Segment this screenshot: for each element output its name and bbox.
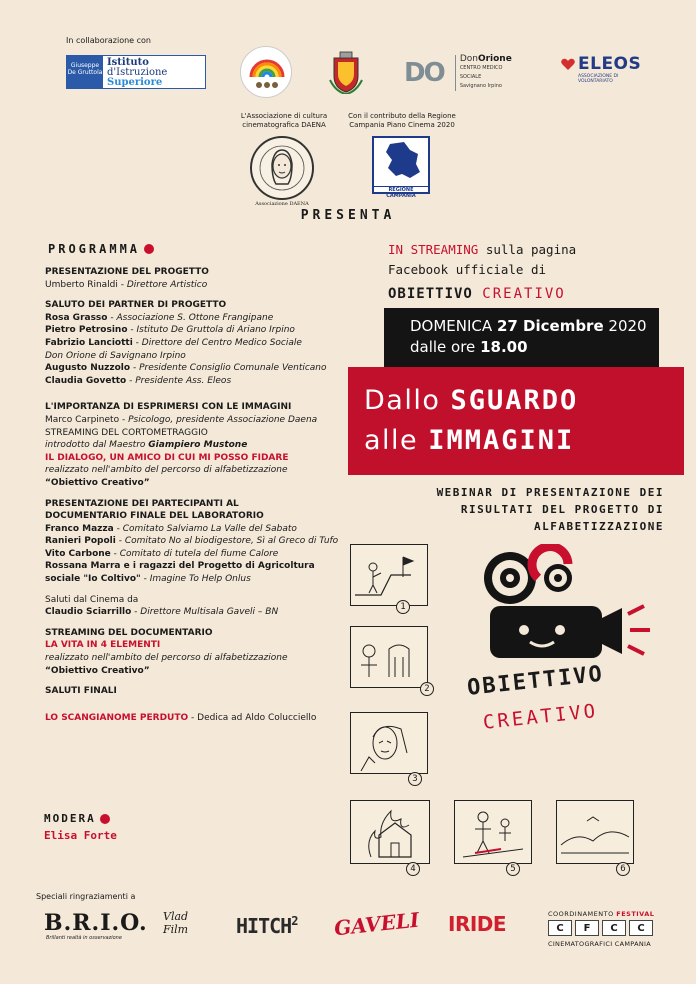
s2-item: [45, 350, 345, 363]
date-box: [384, 308, 659, 368]
heart-icon: [560, 56, 576, 72]
programma-list: [45, 266, 345, 724]
s3-name: Marco Carpineto: [45, 414, 120, 425]
s3-realized: realizzato nell'ambito del percorso di alfabetizzazione: [45, 465, 288, 476]
s8-dedica: Dedica ad Aldo Colucciello: [197, 712, 317, 723]
don-orione-mark: DO: [404, 58, 444, 88]
rainbow-icon: [241, 47, 293, 99]
streaming-info: [388, 240, 668, 304]
frame-number-2: 2: [420, 682, 434, 696]
film-camera-icon: [468, 544, 658, 674]
s2-name: Fabrizio Lanciotti: [45, 337, 133, 348]
s4-rossana-line: sociale "Io Coltivo" - Imagine To Help Onlus: [45, 574, 251, 585]
s6-title: STREAMING DEL DOCUMENTARIO: [45, 627, 213, 638]
cfcc-letter: F: [575, 920, 599, 936]
municipal-crest: [326, 50, 366, 94]
s2-item: Claudia Govetto - Presidente Ass. Eleos: [45, 375, 232, 386]
title-line2: [364, 421, 684, 461]
s4-role: Comitato No al biodigestore, Sì al Greco di Tufo: [124, 536, 339, 547]
s2-title: SALUTO DEI PARTNER DI PROGETTO: [45, 300, 227, 311]
s2-role: Presidente Consiglio Comunale Venticano: [139, 363, 327, 374]
s8-line: LO SCANGIANOME PERDUTO - Dedica ad Aldo Colucciello: [45, 712, 317, 723]
s4-role: Comitato Salviamo La Valle del Sabato: [122, 523, 297, 534]
cfcc-top2: FESTIVAL: [616, 910, 655, 918]
don-orione-name2: Orione: [477, 54, 512, 64]
s1-role: Direttore Artistico: [126, 279, 208, 290]
regione-campania-logo: [372, 136, 430, 199]
people-sketch-icon: [455, 801, 531, 863]
storyboard-frame-4: [350, 800, 430, 864]
title-line1: [364, 381, 684, 421]
s4-item: Franco Mazza - Comitato Salviamo La Valle del Sabato: [45, 523, 297, 534]
s5-name: Claudio Sciarrillo: [45, 607, 132, 618]
s4-name: Franco Mazza: [45, 523, 114, 534]
s7-title: SALUTI FINALI: [45, 686, 117, 697]
cfcc-letters: [548, 920, 653, 936]
moderator-label: MODERA: [44, 812, 96, 825]
presenta-heading: PRESENTA: [300, 208, 396, 223]
s2-name: Rosa Grasso: [45, 312, 108, 323]
frame-number-3: 3: [408, 772, 422, 786]
s6-project: “Obiettivo Creativo”: [45, 665, 150, 676]
hitch-number: 2: [291, 914, 298, 928]
storyboard-frame-1: [350, 544, 428, 606]
date-prefix: DOMENICA: [410, 317, 493, 335]
don-orione-logo: [404, 56, 524, 90]
landscape-sketch-icon: [557, 801, 633, 863]
regione-caption: Con il contributo della Regione Campania Piano Cinema 2020: [348, 112, 456, 129]
school-line2: d'Istruzione: [107, 67, 168, 78]
webinar-text: [388, 484, 664, 535]
title-part1: Dallo: [364, 385, 441, 416]
eleos-name: ELEOS: [578, 54, 642, 74]
time-bold: 18.00: [480, 338, 528, 356]
woman-portrait-icon: [252, 138, 312, 198]
daena-caption: L'Associazione di cultura cinematografica DAENA: [240, 112, 328, 129]
s2-item: Augusto Nuzzolo - Presidente Consiglio Comunale Venticano: [45, 363, 327, 374]
s2-role: Associazione S. Ottone Frangipane: [116, 312, 274, 323]
s3-title: L'IMPORTANZA DI ESPRIMERSI CON LE IMMAGINI: [45, 402, 292, 413]
s2-role: Direttore del Centro Medico Sociale: [141, 337, 302, 348]
don-orione-line3: Savignano Irpino: [459, 83, 502, 89]
storyboard-frame-5: [454, 800, 532, 864]
hitch-text: HITCH: [236, 914, 292, 938]
hitch-logo: [236, 914, 297, 938]
daena-seal-text: Associazione DAENA: [255, 201, 309, 207]
rainbow-logo: [240, 46, 292, 98]
s5-role: Direttore Multisala Gaveli – BN: [140, 607, 279, 618]
title-part2: SGUARDO: [450, 385, 579, 416]
s1-title: PRESENTAZIONE DEL PROGETTO: [45, 267, 209, 277]
time-line: [410, 337, 659, 358]
don-orione-name1: Don: [459, 54, 478, 64]
s4-name: Vito Carbone: [45, 548, 111, 559]
programma-title: [48, 242, 154, 256]
webinar-line2: RISULTATI DEL PROGETTO DI: [460, 503, 664, 516]
iride-logo: IRIDE: [448, 912, 507, 936]
frame-sketch-icon: [351, 545, 427, 605]
red-dot-icon: [100, 814, 110, 824]
vlad-line2: Film: [163, 923, 189, 936]
obiettivo-word: OBIETTIVO: [388, 286, 473, 302]
s3-project: “Obiettivo Creativo”: [45, 477, 150, 488]
webinar-line1: WEBINAR DI PRESENTAZIONE DEI: [436, 486, 664, 499]
crest-icon: [326, 50, 366, 94]
s4-role: Comitato di tutela del fiume Calore: [119, 548, 279, 559]
cfcc-bottom: CINEMATOGRAFICI CAMPANIA: [548, 940, 651, 948]
s2-item: Fabrizio Lanciotti - Direttore del Centro Medico Sociale: [45, 337, 302, 348]
s6-realized: realizzato nell'ambito del percorso di alfabetizzazione: [45, 653, 288, 664]
s2-role: Presidente Ass. Eleos: [135, 375, 232, 386]
s4-rossana-role: Imagine To Help Onlus: [149, 574, 251, 585]
red-dot-icon: [144, 244, 154, 254]
logo-creativo: CREATIVO: [482, 699, 600, 734]
storyboard-frame-6: [556, 800, 634, 864]
s2-name: Pietro Petrosino: [45, 325, 128, 336]
s3-streaming: STREAMING DEL CORTOMETRAGGIO: [45, 427, 208, 438]
s4-title2: DOCUMENTARIO FINALE DEL LABORATORIO: [45, 511, 264, 522]
s8-film: LO SCANGIANOME PERDUTO: [45, 712, 189, 723]
frame-number-6: 6: [616, 862, 630, 876]
s2-name: Claudia Govetto: [45, 375, 127, 386]
gaveli-logo: GAVELI: [332, 907, 421, 941]
streaming-line2: Facebook ufficiale di: [388, 262, 547, 277]
s4-item: Ranieri Popoli - Comitato No al biodigestore, Sì al Greco di Tufo: [45, 536, 339, 547]
frame-number-1: 1: [396, 600, 410, 614]
title-part4: IMMAGINI: [428, 425, 575, 456]
vlad-film-logo: [163, 910, 188, 936]
don-orione-text: [455, 55, 524, 91]
s2-item: Pietro Petrosino - Istituto De Gruttola di Ariano Irpino: [45, 325, 295, 336]
cfcc-letter: C: [602, 920, 626, 936]
s3-maestro: Giampiero Mustone: [148, 440, 248, 451]
school-logo-text: [103, 56, 205, 88]
obiettivo-line: [388, 284, 668, 304]
vlad-line1: Vlad: [163, 910, 189, 923]
brio-logo: B.R.I.O.: [44, 910, 148, 936]
s2-name: Augusto Nuzzolo: [45, 363, 131, 374]
school-logo-left: Giuseppe De Gruttola: [67, 56, 103, 88]
school-line3: Superiore: [107, 77, 163, 88]
frame-sketch-icon: [351, 627, 427, 687]
logo-obiettivo: OBIETTIVO: [466, 661, 606, 701]
s1-line: Umberto Rinaldi - Direttore Artistico: [45, 279, 208, 290]
campania-map-icon: [374, 138, 428, 182]
obiettivo-camera-logo: [468, 544, 658, 674]
don-orione-line2: CENTRO MEDICO SOCIALE: [459, 65, 503, 80]
s3-intro-line: [45, 439, 345, 452]
cfcc-letter: C: [548, 920, 572, 936]
s4-rossana2: sociale "Io Coltivo": [45, 574, 141, 585]
s3-intro: introdotto dal Maestro: [45, 440, 146, 451]
storyboard-frame-2: [350, 626, 428, 688]
streaming-line1: [388, 240, 668, 260]
s3-line: Marco Carpineto - Psicologo, presidente Associazione Daena: [45, 414, 318, 425]
creativo-word: CREATIVO: [482, 286, 566, 302]
school-logo: [66, 55, 206, 89]
daena-seal: [250, 136, 314, 200]
brio-subtitle: Brillanti realtà in osservazione: [46, 935, 122, 941]
collab-label: In collaborazione con: [66, 36, 151, 45]
frame-number-4: 4: [406, 862, 420, 876]
s4-name: Ranieri Popoli: [45, 536, 116, 547]
regione-label: REGIONE CAMPANIA: [374, 186, 428, 199]
s5-title: Saluti dal Cinema da: [45, 594, 139, 605]
cfcc-letter: C: [629, 920, 653, 936]
fire-house-sketch-icon: [351, 801, 429, 863]
storyboard-frame-3: [350, 712, 428, 774]
s6-film: LA VITA IN 4 ELEMENTI: [45, 640, 161, 651]
date-bold: 27 Dicembre: [496, 317, 604, 335]
programma-label: PROGRAMMA: [48, 242, 141, 256]
event-title-box: [348, 367, 684, 475]
school-line1: Istituto: [107, 57, 149, 68]
s2-role: Istituto De Gruttola di Ariano Irpino: [136, 325, 295, 336]
s4-rossana1: Rossana Marra e i ragazzi del Progetto di Agricoltura: [45, 561, 315, 572]
s4-title1: PRESENTAZIONE DEI PARTECIPANTI AL: [45, 498, 239, 509]
frame-number-5: 5: [506, 862, 520, 876]
s5-line: Claudio Sciarrillo - Direttore Multisala Gaveli – BN: [45, 607, 279, 618]
s4-item: Vito Carbone - Comitato di tutela del fiume Calore: [45, 548, 279, 559]
s2-role: Don Orione di Savignano Irpino: [45, 350, 186, 361]
s3-film: IL DIALOGO, UN AMICO DI CUI MI POSSO FIDARE: [45, 452, 289, 463]
s1-name: Umberto Rinaldi: [45, 279, 118, 290]
title-part3: alle: [364, 425, 419, 456]
streaming-highlight: IN STREAMING: [388, 242, 479, 257]
eleos-logo: [560, 54, 646, 90]
frame-sketch-icon: [351, 713, 427, 773]
cfcc-top1: COORDINAMENTO: [548, 910, 614, 918]
s2-item: Rosa Grasso - Associazione S. Ottone Frangipane: [45, 312, 274, 323]
webinar-line3: ALFABETIZZAZIONE: [534, 520, 664, 533]
moderator-title: [44, 812, 110, 825]
thanks-label: Speciali ringraziamenti a: [36, 892, 136, 901]
cfcc-title: [548, 910, 654, 918]
date-year: 2020: [608, 317, 647, 335]
time-prefix: dalle ore: [410, 338, 476, 356]
date-line: [410, 316, 659, 337]
s3-role: Psicologo, presidente Associazione Daena: [128, 414, 318, 425]
eleos-sub: ASSOCIAZIONE DI VOLONTARIATO: [578, 74, 619, 84]
moderator-name: Elisa Forte: [44, 829, 117, 842]
streaming-rest: sulla pagina: [485, 242, 577, 257]
